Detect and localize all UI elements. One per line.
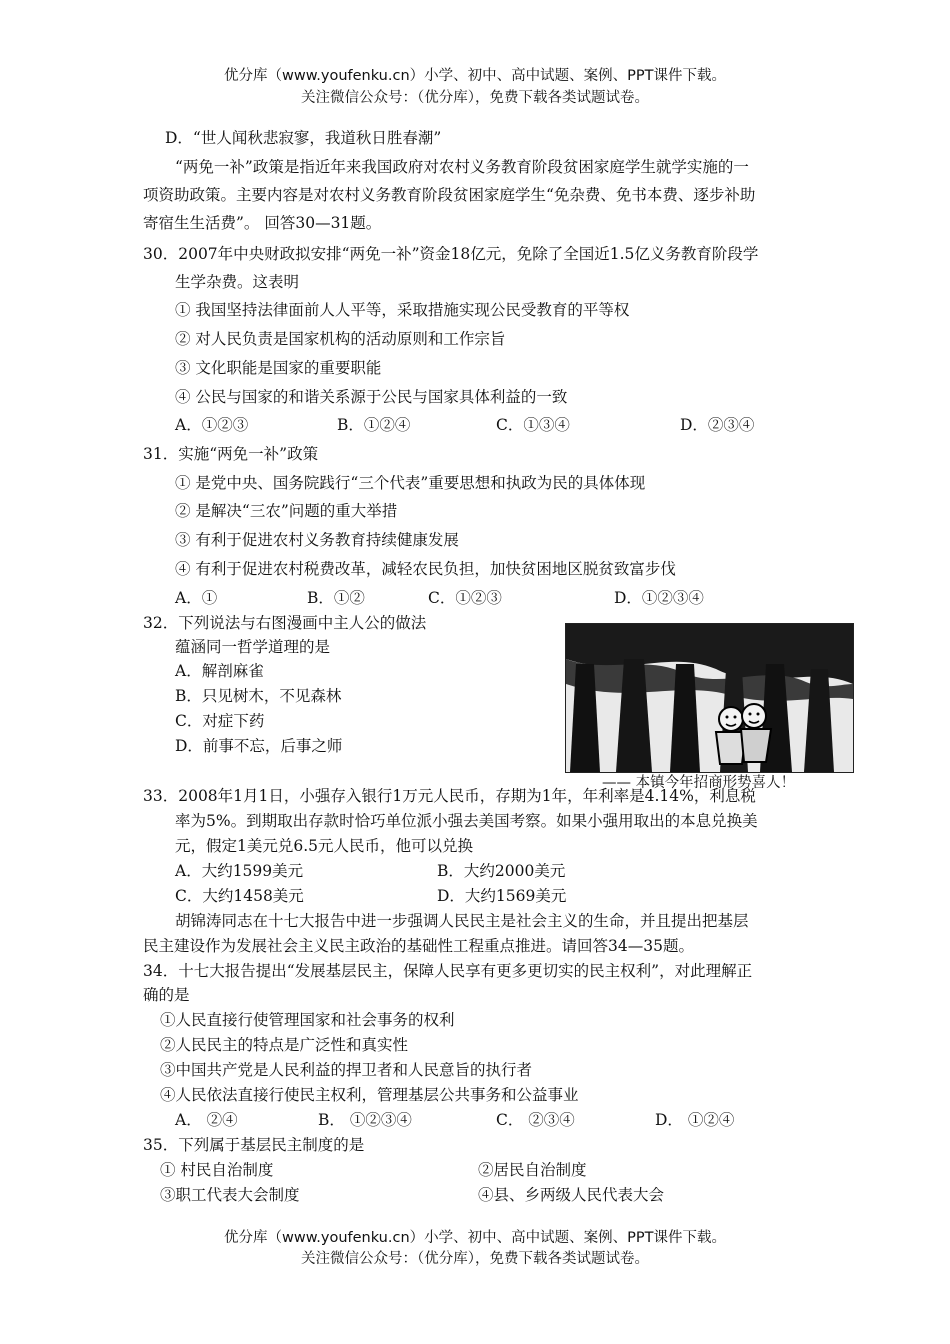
intro-30-31-line-2: 项资助政策。主要内容是对农村义务教育阶段贫困家庭学生“免杂费、免书本费、逐步补助	[143, 186, 756, 204]
q34-stem-line-1: 34．十七大报告提出“发展基层民主，保障人民享有更多更切实的民主权利”，对此理解正	[143, 962, 753, 980]
q32-option-d: D．前事不忘，后事之师	[175, 737, 343, 755]
q31-option-b: B．①②	[307, 589, 365, 607]
q32-option-a: A．解剖麻雀	[175, 662, 264, 680]
q34-item-3: ③中国共产党是人民利益的捍卫者和人民意旨的执行者	[160, 1061, 533, 1079]
cartoon-illustration	[565, 623, 854, 773]
q33-option-d: D．大约1569美元	[437, 887, 567, 905]
q31-item-3: ③ 有利于促进农村义务教育持续健康发展	[175, 531, 459, 549]
q34-item-2: ②人民民主的特点是广泛性和真实性	[160, 1036, 409, 1054]
q32-stem-line-1: 32．下列说法与右图漫画中主人公的做法	[143, 614, 427, 632]
q30-item-4: ④ 公民与国家的和谐关系源于公民与国家具体利益的一致	[175, 388, 568, 406]
q33-option-c: C．大约1458美元	[175, 887, 304, 905]
footer-line-2: 关注微信公众号：（优分库），免费下载各类试题试卷。	[301, 1251, 649, 1267]
q32-stem-line-2: 蕴涵同一哲学道理的是	[175, 638, 331, 656]
q34-item-4: ④人民依法直接行使民主权利，管理基层公共事务和公益事业	[160, 1086, 579, 1104]
q30-option-a: A．①②③	[175, 416, 249, 434]
q30-option-d: D．②③④	[680, 416, 755, 434]
q33-stem-line-2: 率为5%。到期取出存款时恰巧单位派小强去美国考察。如果小强用取出的本息兑换美	[175, 812, 758, 830]
q31-item-2: ② 是解决“三农”问题的重大举措	[175, 502, 398, 520]
q34-stem-line-2: 确的是	[143, 986, 190, 1004]
intro-30-31-line-1: “两免一补”政策是指近年来我国政府对农村义务教育阶段贫困家庭学生就学实施的一	[175, 158, 749, 176]
q32-option-b: B．只见树木，不见森林	[175, 687, 342, 705]
q34-option-c: C． ②③④	[496, 1111, 575, 1129]
q30-item-3: ③ 文化职能是国家的重要职能	[175, 359, 382, 377]
q35-stem: 35．下列属于基层民主制度的是	[143, 1136, 365, 1154]
intro-34-35-line-2: 民主建设作为发展社会主义民主政治的基础性工程重点推进。请回答34—35题。	[143, 937, 694, 955]
factory-chimneys-drawing	[566, 624, 853, 772]
q33-stem-line-1: 33．2008年1月1日，小强存入银行1万元人民币，存期为1年，年利率是4.14%，利息税	[143, 787, 756, 805]
q34-option-d: D． ①②④	[655, 1111, 735, 1129]
q30-stem-line-2: 生学杂费。这表明	[175, 273, 300, 291]
q31-item-4: ④ 有利于促进农村税费改革，减轻农民负担，加快贫困地区脱贫致富步伐	[175, 560, 676, 578]
q32-option-c: C．对症下药	[175, 712, 265, 730]
q34-item-1: ①人民直接行使管理国家和社会事务的权利	[160, 1011, 455, 1029]
q29-option-d: D．“世人闻秋悲寂寥，我道秋日胜春潮”	[165, 129, 442, 147]
q34-option-b: B． ①②③④	[318, 1111, 412, 1129]
header-line-1: 优分库（www.youfenku.cn）小学、初中、高中试题、案例、PPT课件下载。	[224, 68, 726, 84]
q35-item-3: ③职工代表大会制度	[160, 1186, 300, 1204]
q33-option-a: A．大约1599美元	[175, 862, 304, 880]
q31-option-d: D．①②③④	[614, 589, 704, 607]
q30-item-2: ② 对人民负责是国家机构的活动原则和工作宗旨	[175, 330, 506, 348]
intro-30-31-line-3: 寄宿生生活费”。 回答30—31题。	[143, 214, 382, 232]
header-line-2: 关注微信公众号：（优分库），免费下载各类试题试卷。	[301, 90, 649, 106]
q34-option-a: A． ②④	[175, 1111, 238, 1129]
footer-line-1: 优分库（www.youfenku.cn）小学、初中、高中试题、案例、PPT课件下载。	[224, 1230, 726, 1246]
q35-item-4: ④县、乡两级人民代表大会	[478, 1186, 665, 1204]
q31-stem: 31．实施“两免一补”政策	[143, 445, 319, 463]
q31-option-c: C．①②③	[428, 589, 502, 607]
q35-item-2: ②居民自治制度	[478, 1161, 587, 1179]
cartoon-caption: —— 本镇今年招商形势喜人！	[602, 775, 796, 791]
intro-34-35-line-1: 胡锦涛同志在十七大报告中进一步强调人民民主是社会主义的生命，并且提出把基层	[175, 912, 749, 930]
q31-item-1: ① 是党中央、国务院践行“三个代表”重要思想和执政为民的具体体现	[175, 474, 646, 492]
q30-stem-line-1: 30．2007年中央财政拟安排“两免一补”资金18亿元，免除了全国近1.5亿义务教育阶段学	[143, 245, 759, 263]
q30-item-1: ① 我国坚持法律面前人人平等，采取措施实现公民受教育的平等权	[175, 301, 630, 319]
q30-option-b: B．①②④	[337, 416, 411, 434]
q35-item-1: ① 村民自治制度	[160, 1161, 274, 1179]
q33-option-b: B．大约2000美元	[437, 862, 566, 880]
q33-stem-line-3: 元，假定1美元兑6.5元人民币，他可以兑换	[175, 837, 474, 855]
q31-option-a: A．①	[175, 589, 218, 607]
q30-option-c: C．①③④	[496, 416, 570, 434]
